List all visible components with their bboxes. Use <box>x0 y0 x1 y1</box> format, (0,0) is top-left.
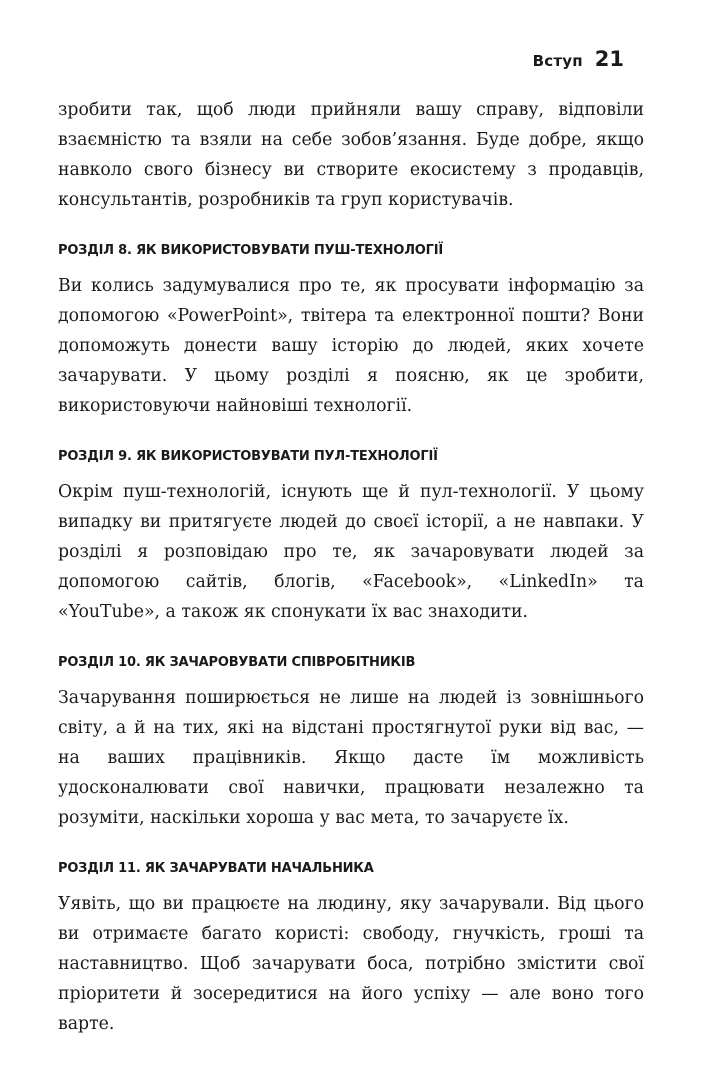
section-heading: РОЗДІЛ 10. ЯК ЗАЧАРОВУВАТИ СПІВРОБІТНИКІВ <box>58 655 416 670</box>
running-head <box>533 47 624 71</box>
intro-paragraph: зробити так, щоб люди прийняли вашу справу, відповіли взаємністю та взяли на себе зобов’язання. Буде добре, якщо навколо свого бізнесу ви створите екосистему з продавців, консультантів, розробників та груп користувачів. <box>58 100 644 210</box>
section-paragraph: Окрім пуш-технологій, існують ще й пул-технології. У цьому випадку ви притягуєте людей до своєї історії, а не навпаки. У розділі я розповідаю про те, як зачаровувати людей за допомогою сайтів, блогів, «Facebook», «LinkedIn» та «YouTube», а також як спонукати їх вас знаходити. <box>58 482 644 622</box>
section-paragraph: Ви колись задумувалися про те, як просувати інформацію за допомогою «PowerPoint», твітера та електронної пошти? Вони допоможуть донести вашу історію до людей, яких хочете зачарувати. У цьому розділі я поясню, як це зробити, використовуючи найновіші технології. <box>58 276 644 416</box>
section-10 <box>58 653 644 833</box>
page-number: 21 <box>594 47 624 71</box>
section-11 <box>58 859 644 1039</box>
section-heading: РОЗДІЛ 9. ЯК ВИКОРИСТОВУВАТИ ПУЛ-ТЕХНОЛОГІЇ <box>58 449 438 464</box>
section-8 <box>58 241 644 421</box>
section-heading: РОЗДІЛ 11. ЯК ЗАЧАРУВАТИ НАЧАЛЬНИКА <box>58 861 374 876</box>
section-heading: РОЗДІЛ 8. ЯК ВИКОРИСТОВУВАТИ ПУШ-ТЕХНОЛОГІЇ <box>58 243 443 258</box>
running-head-section: Вступ <box>532 52 583 70</box>
page-body <box>58 95 644 1065</box>
section-paragraph: Зачарування поширюється не лише на людей із зовнішнього світу, а й на тих, які на відстані простягнутої руки від вас, — на ваших працівників. Якщо дасте їм можливість удосконалювати свої навички, працювати незалежно та розуміти, наскільки хороша у вас мета, то зачаруєте їх. <box>58 688 644 828</box>
section-9 <box>58 447 644 627</box>
section-paragraph: Уявіть, що ви працюєте на людину, яку зачарували. Від цього ви отримаєте багато користі: свободу, гнучкість, гроші та наставництво. Щоб зачарувати боса, потрібно змістити свої пріоритети й зосередитися на його успіху — але воно того варте. <box>58 894 644 1034</box>
